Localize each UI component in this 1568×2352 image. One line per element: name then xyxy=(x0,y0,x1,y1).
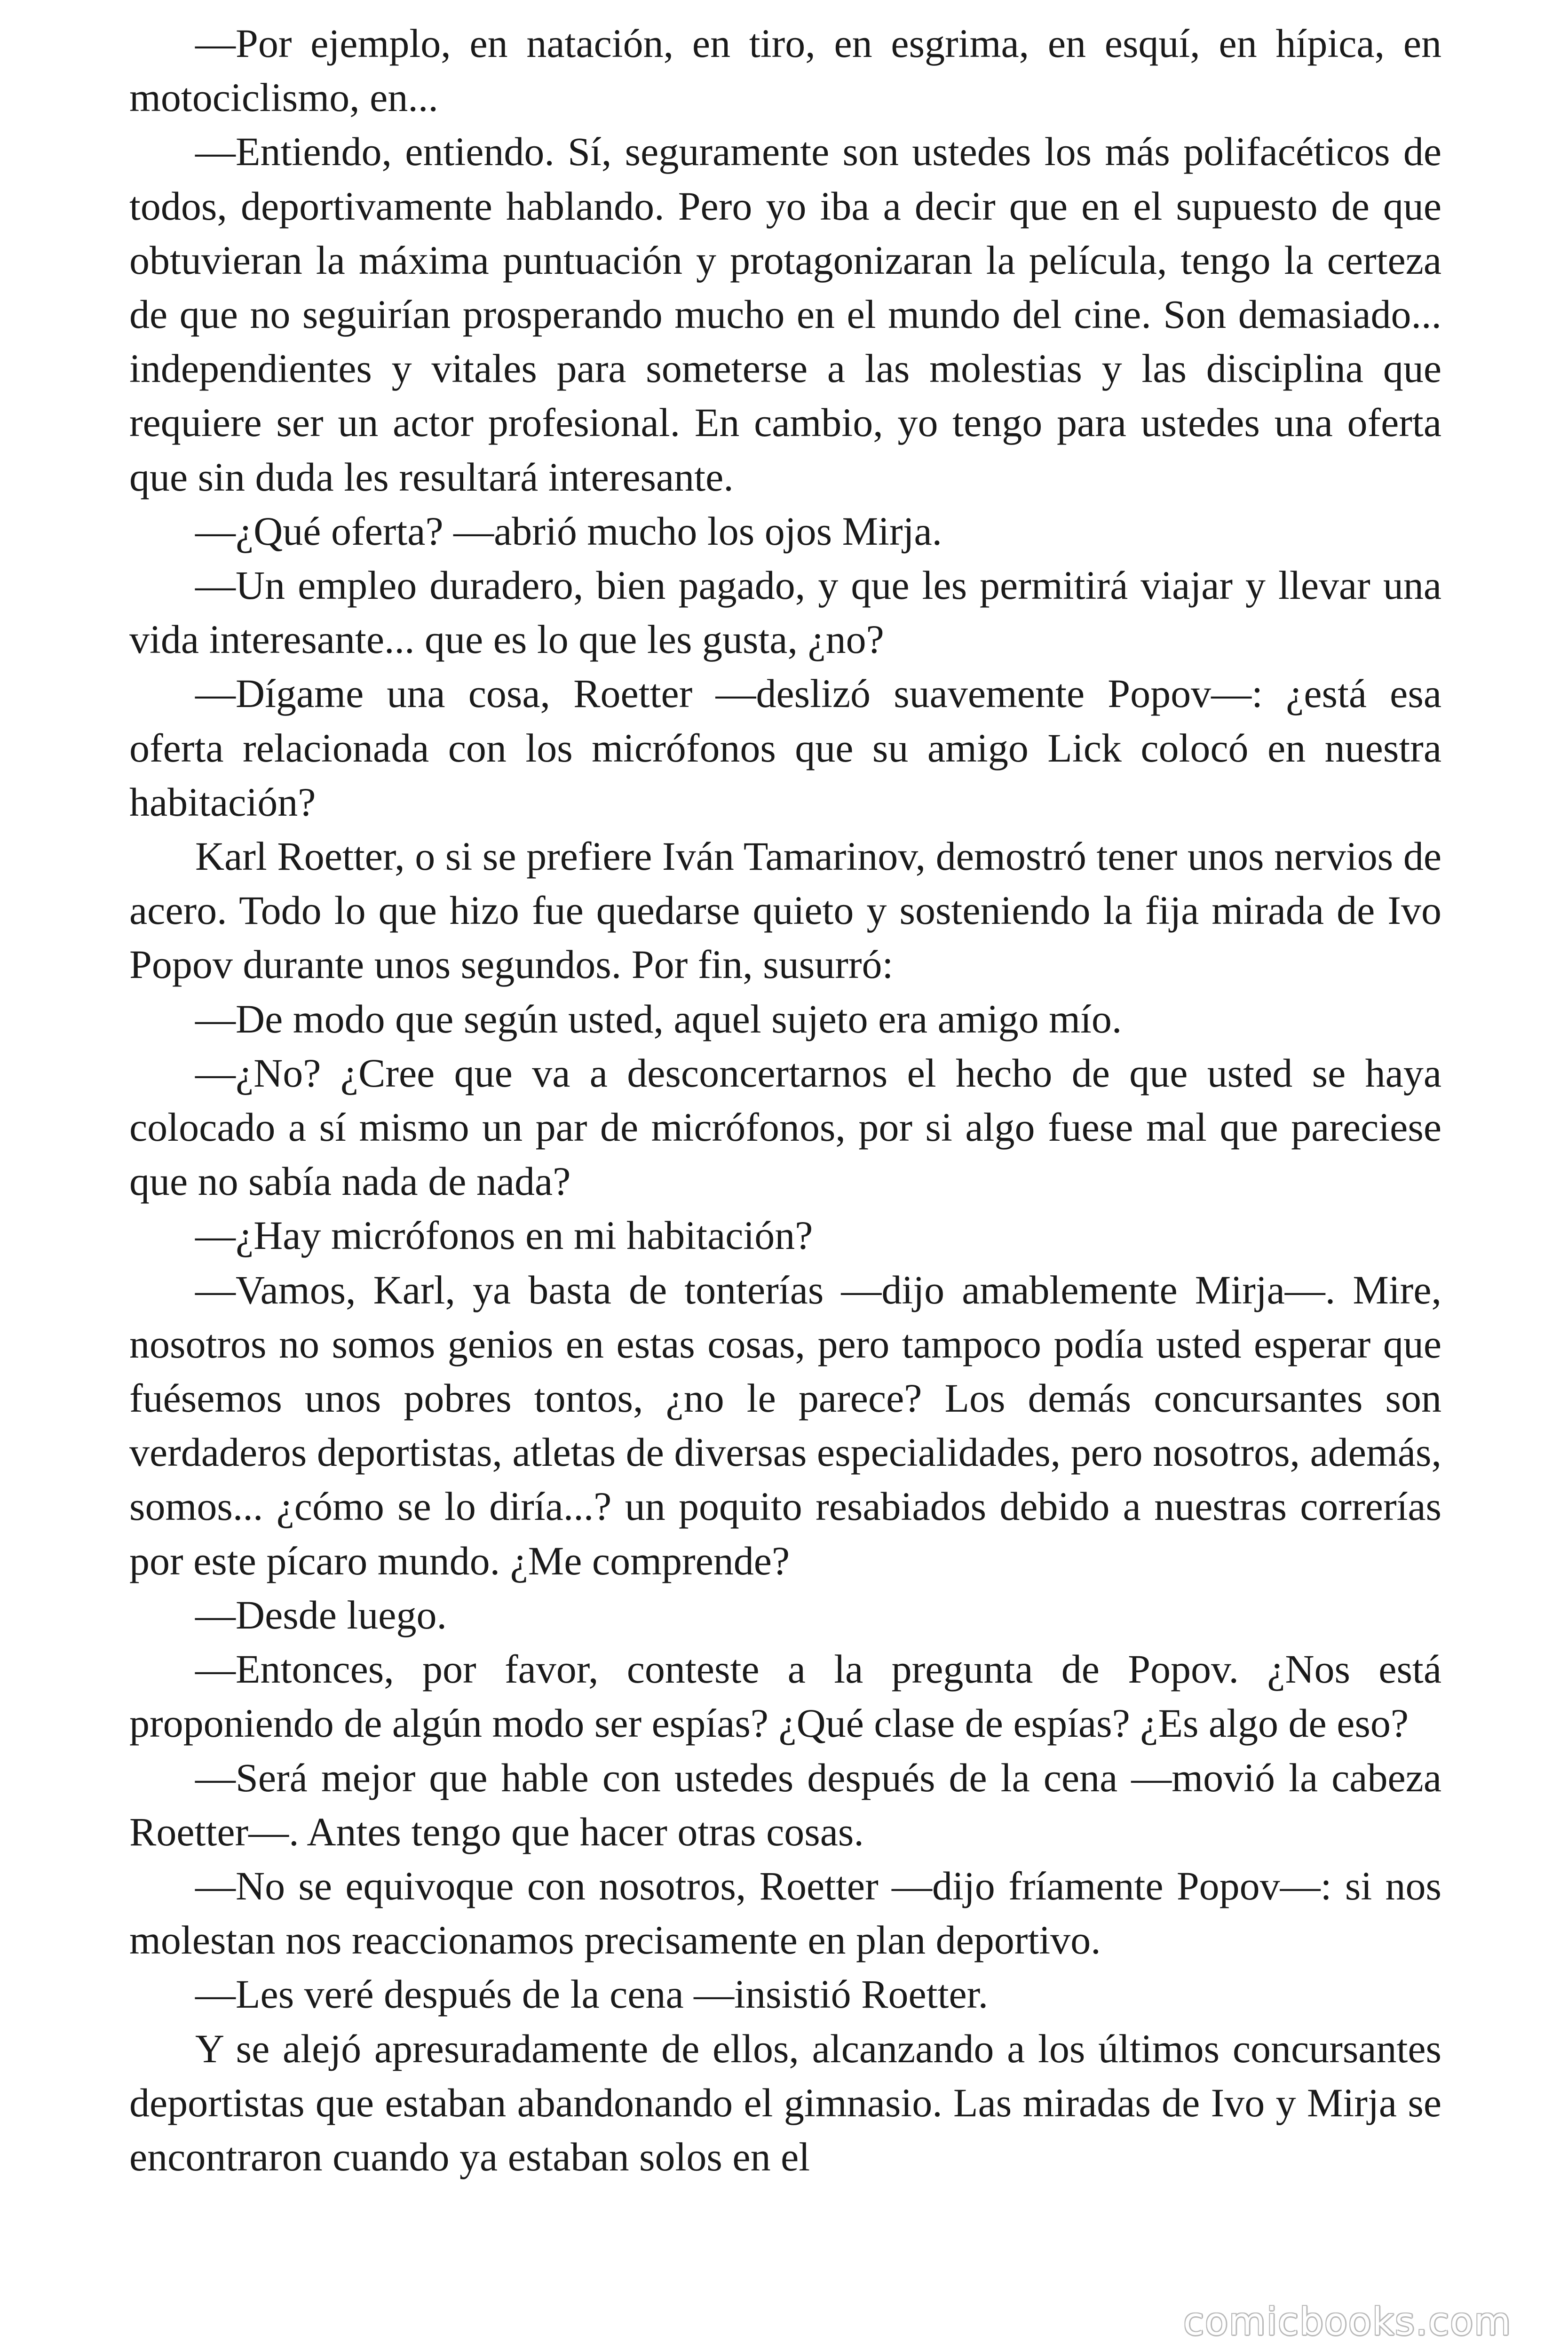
paragraph: —¿Qué oferta? —abrió mucho los ojos Mirja. xyxy=(195,508,942,554)
paragraph: —Vamos, Karl, ya basta de tonterías —dijo amablemente Mirja—. Mire, nosotros no somos genios en estas cosas, pero tampoco podía usted esperar que fuésemos unos pobres tontos, ¿no le parece? Los demás concursantes son verdaderos deportistas, atletas de diversas especialidades, pero nosotros, además, somos... ¿cómo se lo diría...? un poquito resabiados debido a nuestras correrías por este pícaro mundo. ¿Me comprende? xyxy=(129,1267,1441,1583)
paragraph: —Dígame una cosa, Roetter —deslizó suavemente Popov—: ¿está esa oferta relacionada con los micrófonos que su amigo Lick colocó en nuestra habitación? xyxy=(129,671,1441,825)
watermark-logo: comicbooks.com xyxy=(1183,2300,1512,2344)
paragraph: —¿No? ¿Cree que va a desconcertarnos el hecho de que usted se haya colocado a sí mismo un par de micrófonos, por si algo fuese mal que pareciese que no sabía nada de nada? xyxy=(129,1050,1441,1204)
paragraph: Y se alejó apresuradamente de ellos, alcanzando a los últimos concursantes deportistas que estaban abandonando el gimnasio. Las miradas de Ivo y Mirja se encontraron cuando ya estaban solos en el xyxy=(129,2026,1441,2179)
paragraph: —Entiendo, entiendo. Sí, seguramente son ustedes los más polifacéticos de todos, deportivamente hablando. Pero yo iba a decir que en el supuesto de que obtuvieran la máxima puntuación y protagonizaran la película, tengo la certeza de que no seguirían prosperando mucho en el mundo del cine. Son demasiado... independientes y vitales para someterse a las molestias y las disciplina que requiere ser un actor profesional. En cambio, yo tengo para ustedes una oferta que sin duda les resultará interesante. xyxy=(129,129,1441,500)
paragraph: —¿Hay micrófonos en mi habitación? xyxy=(195,1213,813,1258)
paragraph: —Entonces, por favor, conteste a la pregunta de Popov. ¿Nos está proponiendo de algún modo ser espías? ¿Qué clase de espías? ¿Es algo de eso? xyxy=(129,1646,1441,1746)
book-page-text xyxy=(129,16,1441,2184)
paragraph: —Será mejor que hable con ustedes después de la cena —movió la cabeza Roetter—. Antes tengo que hacer otras cosas. xyxy=(129,1755,1441,1854)
paragraph: —De modo que según usted, aquel sujeto era amigo mío. xyxy=(195,996,1122,1041)
paragraph: —No se equivoque con nosotros, Roetter —dijo fríamente Popov—: si nos molestan nos reaccionamos precisamente en plan deportivo. xyxy=(129,1863,1441,1963)
paragraph: —Por ejemplo, en natación, en tiro, en esgrima, en esquí, en hípica, en motociclismo, en... xyxy=(129,21,1441,120)
paragraph: Karl Roetter, o si se prefiere Iván Tamarinov, demostró tener unos nervios de acero. Todo lo que hizo fue quedarse quieto y sosteniendo la fija mirada de Ivo Popov durante unos segundos. Por fin, susurró: xyxy=(129,834,1441,987)
paragraph: —Les veré después de la cena —insistió Roetter. xyxy=(195,1971,989,2017)
paragraph: —Desde luego. xyxy=(195,1592,447,1637)
paragraph: —Un empleo duradero, bien pagado, y que les permitirá viajar y llevar una vida interesante... que es lo que les gusta, ¿no? xyxy=(129,563,1441,662)
